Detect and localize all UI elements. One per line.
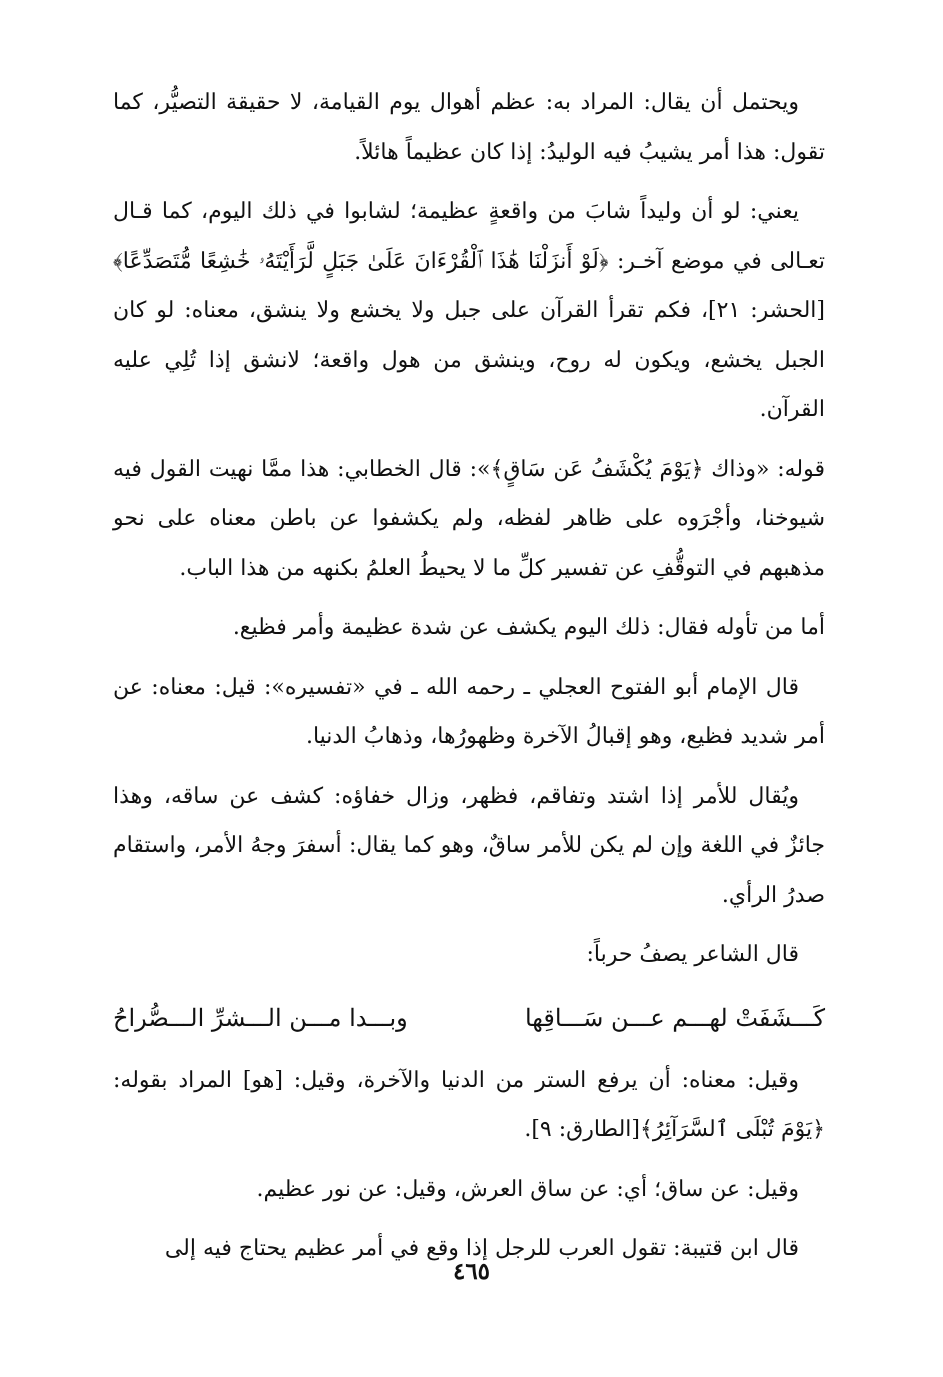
page-body [113,78,825,1284]
poem-verse [113,990,825,1046]
paragraph: ويُقال للأمر إذا اشتد وتفاقم، فظهر، وزال خفاؤه: كشف عن ساقه، وهذا جائزٌ في اللغة وإن لم يكن للأمر ساقٌ، وهو كما يقال: أسفرَ وجهُ الأمر، واستقام صدرُ الرأي. [113,783,825,908]
poem-first-hemistich: كَـــشَفَتْ لهـــم عـــن سَـــاقِها [524,1003,825,1032]
paragraph: يعني: لو أن وليداً شابَ من واقعةٍ عظيمة؛ لشابوا في ذلك اليوم، كما قـال تعـالى في موضع آخـر: ﴿لَوْ أَنزَلْنَا هَٰذَا ٱلْقُرْءَانَ عَلَىٰ جَبَلٍ لَّرَأَيْتَهُۥ خَٰشِعًا مُّتَصَدِّعًا﴾[الحشر: ٢١]، فكم تقرأ القرآن على جبل ولا يخشع ولا ينشق، معناه: لو كان الجبل يخشع، ويكون له روح، وينشق من هول واقعة؛ لانشق إذا تُلِي عليه القرآن. [113,199,825,422]
paragraph: ويحتمل أن يقال: المراد به: عظم أهوال يوم القيامة، لا حقيقة التصيُّر، كما تقول: هذا أمر يشيبُ فيه الوليدُ: إذا كان عظيماً هائلاً. [113,90,825,165]
paragraph: وقيل: معناه: أن يرفع الستر من الدنيا والآخرة، وقيل: [هو] المراد بقوله: ﴿يَوْمَ تُبْلَى ٱلسَّرَآئِرُ﴾[الطارق: ٩]. [113,1067,825,1142]
paragraph: قوله: «وذاك ﴿يَوْمَ يُكْشَفُ عَن سَاقٍ﴾»: قال الخطابي: هذا ممَّا نهيت القول فيه شيوخنا، وأجْرَوه على ظاهر لفظه، ولم يكشفوا عن باطن معناه على نحو مذهبهم في التوقُّفِ عن تفسير كلِّ ما لا يحيطُ العلمُ بكنهه من هذا الباب. [113,456,825,581]
poem-second-hemistich: وبـــدا مـــن الـــشرِّ الـــصُّراحُ [113,1003,408,1032]
paragraph: قال الشاعر يصفُ حرباً: [586,942,799,967]
page-number: ٤٦٥ [452,1258,491,1285]
paragraph: قال ابن قتيبة: تقول العرب للرجل إذا وقع في أمر عظيم يحتاج فيه إلى [164,1236,799,1261]
paragraph: قال الإمام أبو الفتوح العجلي ـ رحمه الله ـ في «تفسيره»: قيل: معناه: عن أمر شديد فظيع، وهو إقبالُ الآخرة وظهورُها، وذهابُ الدنيا. [113,674,825,749]
paragraph: وقيل: عن ساق؛ أي: عن ساق العرش، وقيل: عن نور عظيم. [256,1176,799,1202]
paragraph: أما من تأوله فقال: ذلك اليوم يكشف عن شدة عظيمة وأمر فظيع. [232,615,825,640]
